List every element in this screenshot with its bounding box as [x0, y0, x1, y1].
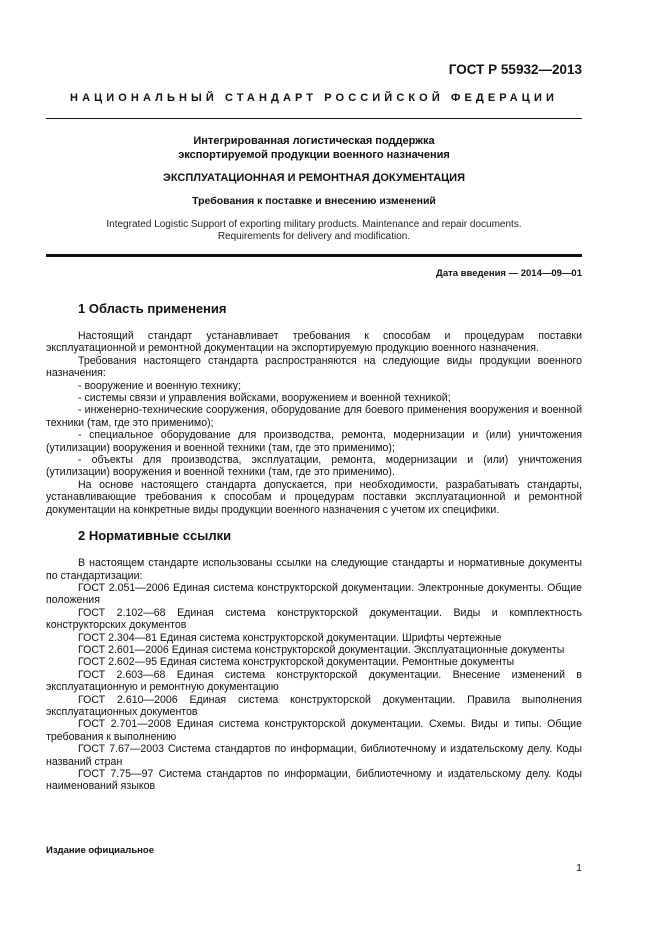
list-item: - объекты для производства, эксплуатации, ремонта, модернизации и (или) уничтожения (утилизации) вооружения и военной техники (там, где это применимо).	[46, 454, 582, 479]
normative-reference: ГОСТ 2.601—2006 Единая система конструкторской документации. Эксплуатационные документы	[78, 643, 565, 656]
standard-code: ГОСТ Р 55932—2013	[448, 62, 582, 77]
title-block	[46, 134, 582, 243]
section-2-title: 2 Нормативные ссылки	[78, 528, 232, 544]
section-1-paragraph: Настоящий стандарт устанавливает требования к способам и процедурам поставки эксплуатационной и ремонтной документации на экспортируемую продукцию военного назначения.	[46, 330, 582, 355]
list-item: - инженерно-технические сооружения, оборудование для боевого применения вооружения и военной техники (там, где это применимо);	[46, 404, 582, 429]
list-item: - вооружение и военную технику;	[78, 379, 242, 392]
title-divider	[46, 254, 582, 257]
title-subtitle: Требования к поставке и внесению изменений	[192, 195, 436, 207]
page-number: 1	[576, 862, 582, 874]
title-english-line-2: Requirements for delivery and modification.	[217, 231, 411, 242]
title-line-1: Интегрированная логистическая поддержка	[193, 135, 435, 147]
introduction-date: Дата введения — 2014—09—01	[436, 268, 582, 279]
normative-reference: ГОСТ 2.603—68 Единая система конструкторской документации. Внесение изменений в эксплуатационную и ремонтную документацию	[46, 668, 582, 694]
section-1-paragraph: Требования настоящего стандарта распространяются на следующие виды продукции военного назначения:	[46, 354, 582, 380]
document-body	[46, 301, 582, 793]
title-line-2: экспортируемой продукции военного назначения	[178, 149, 450, 161]
title-english-line-1: Integrated Logistic Support of exporting military products. Maintenance and repair documents.	[106, 219, 522, 230]
header-divider	[46, 118, 582, 119]
normative-reference: ГОСТ 2.304—81 Единая система конструкторской документации. Шрифты чертежные	[78, 631, 502, 644]
section-2-intro: В настоящем стандарте использованы ссылки на следующие стандарты и нормативные документы по стандартизации:	[46, 557, 582, 582]
title-english	[46, 219, 582, 243]
list-item: - системы связи и управления войсками, вооружением и военной техникой;	[78, 392, 451, 405]
normative-reference: ГОСТ 2.610—2006 Единая система конструкторской документации. Правила выполнения эксплуатационных документов	[46, 693, 582, 718]
normative-reference: ГОСТ 2.602—95 Единая система конструкторской документации. Ремонтные документы	[78, 656, 515, 669]
normative-reference: ГОСТ 2.701—2008 Единая система конструкторской документации. Схемы. Виды и типы. Общие требования к выполнению	[46, 718, 582, 743]
section-1-title: 1 Область применения	[78, 301, 227, 316]
normative-reference: ГОСТ 7.67—2003 Система стандартов по информации, библиотечному и издательскому делу. Коды названий стран	[46, 743, 582, 768]
section-1-paragraph: На основе настоящего стандарта допускается, при необходимости, разрабатывать стандарты, устанавливающие требования к способам и процедурам поставки эксплуатационной и ремонтной документации на конкретные виды продукции военного назначения с учетом их специфики.	[46, 478, 582, 516]
official-edition-note: Издание официальное	[46, 845, 154, 856]
normative-reference: ГОСТ 2.102—68 Единая система конструкторской документации. Виды и комплектность конструкторских документов	[46, 606, 582, 632]
normative-reference: ГОСТ 2.051—2006 Единая система конструкторской документации. Электронные документы. Общие положения	[46, 581, 582, 607]
national-standard-heading: НАЦИОНАЛЬНЫЙ СТАНДАРТ РОССИЙСКОЙ ФЕДЕРАЦИИ	[70, 92, 558, 104]
title-main: ЭКСПЛУАТАЦИОННАЯ И РЕМОНТНАЯ ДОКУМЕНТАЦИЯ	[163, 172, 465, 184]
list-item: - специальное оборудование для производства, ремонта, модернизации и (или) уничтожения (утилизации) вооружения и военной техники (там, где это применимо);	[46, 429, 582, 454]
normative-reference: ГОСТ 7.75—97 Система стандартов по информации, библиотечному и издательскому делу. Коды наименований языков	[46, 768, 582, 793]
